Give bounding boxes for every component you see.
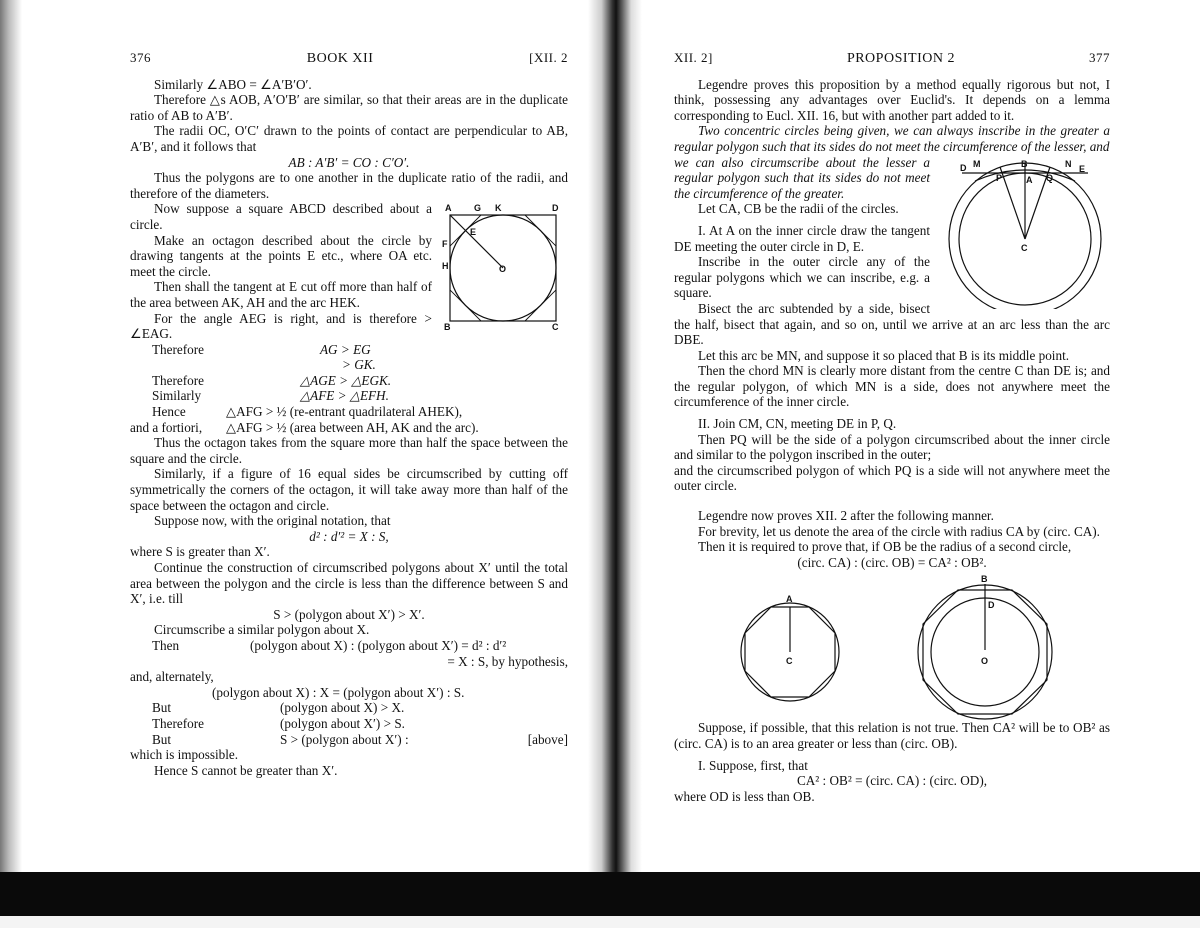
lemma-statement: we can also circumscribe about the lesser a regular polygon such that its sides do not meet the circumference of the greater. (674, 154, 930, 201)
equation: (circ. CA) : (circ. OB) = CA² : OB². (797, 554, 987, 570)
step-label: But (152, 731, 172, 747)
paragraph: I. Suppose, first, that (698, 757, 808, 773)
comparison-circles-figure (674, 570, 1110, 720)
step-label: Similarly (152, 388, 202, 404)
step-expression: (polygon about X) : (polygon about X′) = d² : d′² (250, 637, 507, 653)
paragraph: Make an octagon described about the circle by drawing tangents at the points E etc., where OA etc. meet the circle. (130, 232, 432, 279)
label-D: D (552, 203, 559, 214)
section-reference: [XII. 2 (529, 50, 568, 65)
paragraph: Suppose now, with the original notation, that (154, 513, 391, 529)
proof-step: = X : S, by hypothesis, (447, 653, 568, 669)
label-B: B (444, 322, 451, 332)
proof-step (130, 373, 568, 389)
step-expression: △AFG > ½ (re-entrant quadrilateral AHEK), (226, 404, 463, 420)
step-expression: AG > EG (320, 341, 371, 357)
label-Q: Q (1046, 172, 1054, 183)
step-label: Therefore (152, 715, 204, 731)
page-number: 376 (130, 50, 151, 65)
label-O: O (499, 264, 507, 275)
label-C: C (786, 656, 793, 667)
step-expression: (polygon about X′) > S. (280, 715, 405, 731)
equation: CA² : OB² = (circ. CA) : (circ. OD), (796, 773, 988, 789)
paragraph: and the circumscribed polygon of which PQ is a side will not anywhere meet the outer circle. (674, 462, 1110, 494)
paragraph: Circumscribe a similar polygon about X. (154, 622, 370, 638)
proof-step (130, 342, 568, 358)
page-header (130, 50, 568, 67)
paragraph: Now suppose a square ABCD described about a circle. (130, 201, 432, 232)
label-G: G (474, 203, 482, 214)
label-E: E (1079, 163, 1086, 174)
step-expression: △AFE > △EFH. (300, 388, 389, 404)
paragraph: The radii OC, O′C′ drawn to the points of contact are perpendicular to AB, A′B′, and it follows that (130, 123, 568, 154)
label-K: K (495, 203, 502, 214)
label-B: B (981, 574, 988, 585)
step-label: Then (152, 637, 180, 653)
label-N: N (1065, 158, 1072, 169)
proof-step (130, 357, 568, 373)
paragraph: For brevity, let us denote the area of the circle with radius CA by (circ. CA). (698, 523, 1100, 539)
label-A: A (786, 594, 793, 605)
running-title: BOOK XII (306, 51, 374, 66)
page-header (674, 50, 1110, 67)
right-page (674, 50, 1110, 804)
paragraph: Then it is required to prove that, if OB be the radius of a second circle, (698, 539, 1072, 555)
step-note: [above] (527, 731, 568, 747)
label-E: E (470, 227, 477, 238)
book-spine-shadow (588, 0, 642, 880)
proof-step (130, 404, 568, 420)
text-line: Similarly ∠ABO = ∠A′B′O′. (154, 76, 312, 92)
label-O: O (981, 656, 989, 667)
scan-bottom-margin (0, 916, 1200, 928)
paragraph: Then the chord MN is clearly more distant from the centre C than DE is; and the regular polygon, of which MN is a side, does not anywhere meet the circumference of the inner circle. (674, 363, 1110, 410)
step-expression: △AGE > △EGK. (300, 372, 392, 388)
paragraph: Legendre proves this proposition by a method equally rigorous but not, I think, possessing any advantages over Euclid's. It depends on a lemma corresponding to Eucl. XII. 16, but with another part added to it. (674, 76, 1110, 123)
scan-edge-shadow (0, 0, 22, 928)
running-title: PROPOSITION 2 (846, 51, 955, 66)
step-expression: > GK. (342, 357, 376, 373)
paragraph: Let CA, CB be the radii of the circles. (698, 201, 899, 217)
label-P: P (996, 172, 1003, 183)
label-M: M (973, 158, 981, 169)
step-label: Therefore (152, 372, 204, 388)
equation: (polygon about X) : X = (polygon about X′) : S. (212, 684, 465, 700)
paragraph: where OD is less than OB. (674, 788, 815, 804)
proof-step (130, 732, 568, 748)
paragraph: Let this arc be MN, and suppose it so placed that B is its middle point. (698, 347, 1070, 363)
step-label: Therefore (152, 341, 204, 357)
paragraph: Continue the construction of circumscribed polygons about X′ until the total area between the polygon and the circle is less than the difference between S and X′, i.e. till (130, 560, 568, 607)
paragraph: Inscribe in the outer circle any of the regular polygons which we can inscribe, e.g. a square. (674, 254, 930, 301)
paragraph: For the angle AEG is right, and is therefore > ∠EAG. (130, 310, 432, 342)
equation: d² : d′² = X : S, (309, 528, 389, 544)
proof-step (130, 700, 568, 716)
concentric-circles-figure (940, 159, 1110, 309)
label-H: H (442, 261, 449, 272)
step-expression: S > (polygon about X′) : (280, 731, 409, 747)
square-octagon-figure (442, 203, 568, 331)
paragraph: Similarly, if a figure of 16 equal sides be circumscribed by cutting off symmetrically the corners of the octagon, it will take away more than half of the space between the octagon and circle. (130, 466, 568, 513)
step-label: But (152, 700, 172, 716)
step-label: and a fortiori, (130, 419, 203, 435)
left-page (130, 50, 568, 778)
proof-step (130, 388, 568, 404)
paragraph: I. At A on the inner circle draw the tangent DE meeting the outer circle in D, E. (674, 222, 930, 254)
equation: S > (polygon about X′) > X′. (273, 606, 425, 622)
scan-bottom-border (0, 872, 1200, 916)
paragraph: Thus the octagon takes from the square more than half the space between the square and the circle. (130, 435, 568, 466)
label-D: D (960, 162, 967, 173)
step-expression: (polygon about X) > X. (280, 700, 405, 716)
label-A: A (445, 203, 452, 214)
page-number: 377 (1089, 50, 1110, 65)
label-D: D (988, 600, 995, 611)
paragraph: which is impossible. (130, 747, 239, 763)
section-reference: XII. 2] (674, 50, 713, 65)
label-B: B (1021, 158, 1028, 169)
lemma-statement: Two concentric circles being given, we can always inscribe in the greater a regular polygon such that its sides do not meet the circumference of the lesser, and (674, 123, 1110, 154)
label-C: C (552, 322, 559, 332)
paragraph: Thus the polygons are to one another in the duplicate ratio of the radii, and therefore of the diameters. (130, 170, 568, 201)
paragraph: Then PQ will be the side of a polygon circumscribed about the inner circle and similar to the polygon inscribed in the outer; (674, 431, 1110, 463)
paragraph: Hence S cannot be greater than X′. (154, 762, 338, 778)
label-C: C (1021, 242, 1028, 253)
label-F: F (442, 239, 448, 250)
equation: AB : A′B′ = CO : C′O′. (288, 154, 410, 170)
step-label: Hence (152, 404, 186, 420)
paragraph: Suppose, if possible, that this relation is not true. Then CA² will be to OB² as (circ. CA) is to an area greater or less than (circ. OB). (674, 720, 1110, 751)
paragraph: II. Join CM, CN, meeting DE in P, Q. (698, 416, 897, 432)
proof-step (130, 420, 568, 436)
label-A: A (1026, 174, 1033, 185)
paragraph: where S is greater than X′. (130, 544, 270, 560)
proof-step (130, 638, 568, 654)
proof-step (130, 716, 568, 732)
paragraph: and, alternately, (130, 669, 214, 685)
paragraph: Then shall the tangent at E cut off more than half of the area between AK, AH and the arc HEK. (130, 279, 432, 310)
step-expression: △AFG > ½ (area between AH, AK and the arc). (226, 419, 479, 435)
paragraph: Legendre now proves XII. 2 after the following manner. (698, 508, 994, 524)
paragraph: Bisect the arc subtended by a side, bisect the half, bisect that again, and so on, until we arrive at an arc less than the arc DBE. (674, 300, 1110, 348)
paragraph: Therefore △s AOB, A′O′B′ are similar, so that their areas are in the duplicate ratio of AB to A′B′. (130, 92, 568, 123)
